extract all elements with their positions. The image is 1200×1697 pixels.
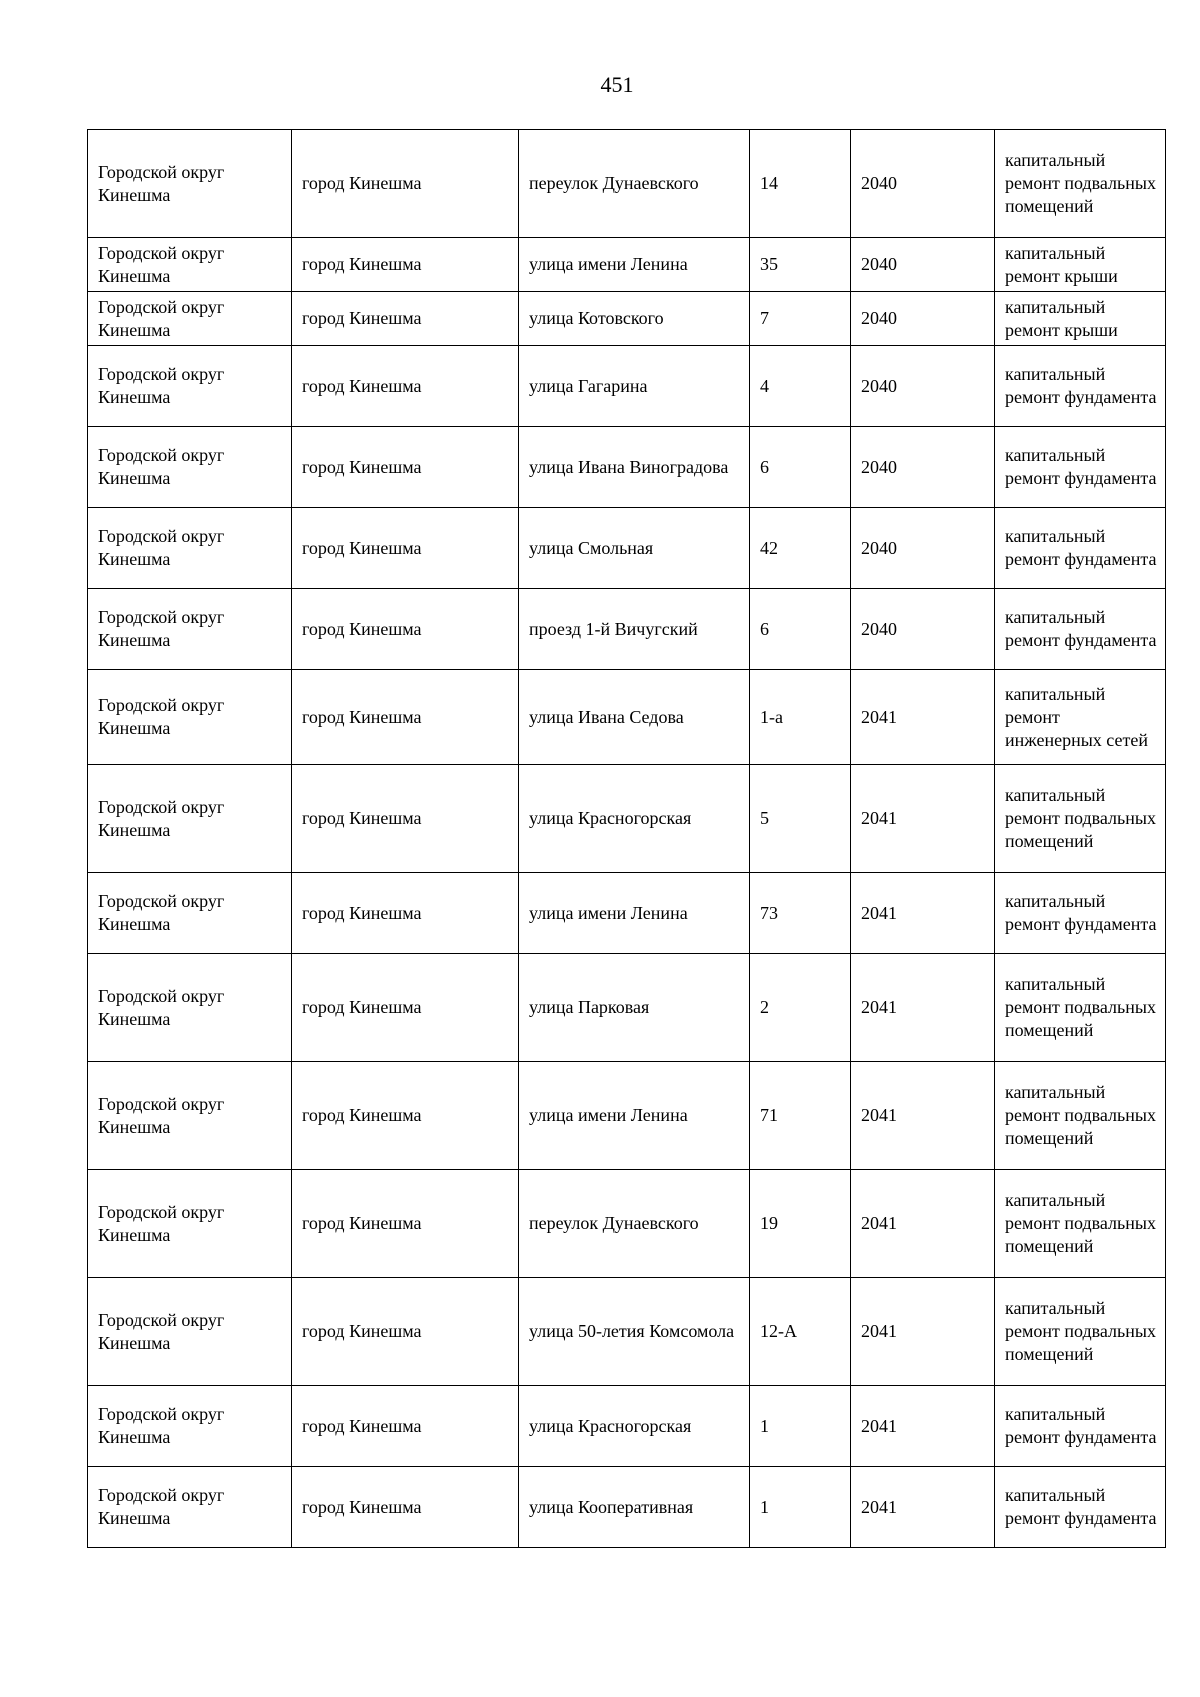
district-cell: Городской округ Кинешма [88, 427, 292, 508]
year-cell: 2040 [851, 589, 995, 670]
street-cell: улица Кооперативная [519, 1467, 750, 1548]
table-row [88, 589, 1166, 670]
table-row [88, 508, 1166, 589]
locality-cell: город Кинешма [292, 589, 519, 670]
house-number-cell: 71 [750, 1062, 851, 1170]
year-cell: 2041 [851, 1467, 995, 1548]
district-cell: Городской округ Кинешма [88, 765, 292, 873]
table-body [88, 130, 1166, 1548]
district-cell: Городской округ Кинешма [88, 670, 292, 765]
locality-cell: город Кинешма [292, 1467, 519, 1548]
street-cell: улица имени Ленина [519, 238, 750, 292]
street-cell: переулок Дунаевского [519, 1170, 750, 1278]
locality-cell: город Кинешма [292, 130, 519, 238]
street-cell: улица Парковая [519, 954, 750, 1062]
work-type-cell: капитальный ремонт фундамента [995, 346, 1166, 427]
work-type-cell: капитальный ремонт подвальных помещений [995, 954, 1166, 1062]
table-row [88, 765, 1166, 873]
work-type-cell: капитальный ремонт фундамента [995, 589, 1166, 670]
house-number-cell: 6 [750, 427, 851, 508]
house-number-cell: 1-а [750, 670, 851, 765]
table-row [88, 954, 1166, 1062]
table-row [88, 1170, 1166, 1278]
year-cell: 2041 [851, 1386, 995, 1467]
work-type-cell: капитальный ремонт фундамента [995, 508, 1166, 589]
page-number: 451 [600, 72, 634, 97]
district-cell: Городской округ Кинешма [88, 130, 292, 238]
house-number-cell: 2 [750, 954, 851, 1062]
house-number-cell: 12-А [750, 1278, 851, 1386]
locality-cell: город Кинешма [292, 1062, 519, 1170]
house-number-cell: 42 [750, 508, 851, 589]
year-cell: 2041 [851, 1170, 995, 1278]
locality-cell: город Кинешма [292, 765, 519, 873]
work-type-cell: капитальный ремонт фундамента [995, 1386, 1166, 1467]
work-type-cell: капитальный ремонт фундамента [995, 873, 1166, 954]
house-number-cell: 5 [750, 765, 851, 873]
locality-cell: город Кинешма [292, 508, 519, 589]
house-number-cell: 7 [750, 292, 851, 346]
year-cell: 2040 [851, 238, 995, 292]
district-cell: Городской округ Кинешма [88, 873, 292, 954]
locality-cell: город Кинешма [292, 292, 519, 346]
house-number-cell: 4 [750, 346, 851, 427]
repair-schedule-table [87, 129, 1166, 1548]
table-row [88, 346, 1166, 427]
work-type-cell: капитальный ремонт крыши [995, 238, 1166, 292]
street-cell: улица Смольная [519, 508, 750, 589]
table-row [88, 670, 1166, 765]
year-cell: 2040 [851, 346, 995, 427]
house-number-cell: 19 [750, 1170, 851, 1278]
work-type-cell: капитальный ремонт подвальных помещений [995, 1278, 1166, 1386]
street-cell: улица Ивана Седова [519, 670, 750, 765]
house-number-cell: 14 [750, 130, 851, 238]
district-cell: Городской округ Кинешма [88, 589, 292, 670]
district-cell: Городской округ Кинешма [88, 238, 292, 292]
table-row [88, 1062, 1166, 1170]
year-cell: 2040 [851, 508, 995, 589]
locality-cell: город Кинешма [292, 346, 519, 427]
work-type-cell: капитальный ремонт крыши [995, 292, 1166, 346]
year-cell: 2040 [851, 427, 995, 508]
year-cell: 2041 [851, 765, 995, 873]
street-cell: переулок Дунаевского [519, 130, 750, 238]
district-cell: Городской округ Кинешма [88, 954, 292, 1062]
district-cell: Городской округ Кинешма [88, 292, 292, 346]
year-cell: 2041 [851, 1062, 995, 1170]
year-cell: 2041 [851, 670, 995, 765]
house-number-cell: 1 [750, 1386, 851, 1467]
year-cell: 2040 [851, 292, 995, 346]
year-cell: 2040 [851, 130, 995, 238]
locality-cell: город Кинешма [292, 1278, 519, 1386]
table-row [88, 427, 1166, 508]
year-cell: 2041 [851, 873, 995, 954]
street-cell: проезд 1-й Вичугский [519, 589, 750, 670]
work-type-cell: капитальный ремонт фундамента [995, 427, 1166, 508]
street-cell: улица Ивана Виноградова [519, 427, 750, 508]
house-number-cell: 1 [750, 1467, 851, 1548]
locality-cell: город Кинешма [292, 427, 519, 508]
table-row [88, 1278, 1166, 1386]
work-type-cell: капитальный ремонт подвальных помещений [995, 765, 1166, 873]
street-cell: улица Гагарина [519, 346, 750, 427]
street-cell: улица имени Ленина [519, 1062, 750, 1170]
district-cell: Городской округ Кинешма [88, 1170, 292, 1278]
district-cell: Городской округ Кинешма [88, 346, 292, 427]
work-type-cell: капитальный ремонт фундамента [995, 1467, 1166, 1548]
locality-cell: город Кинешма [292, 954, 519, 1062]
table-row [88, 292, 1166, 346]
locality-cell: город Кинешма [292, 873, 519, 954]
locality-cell: город Кинешма [292, 238, 519, 292]
year-cell: 2041 [851, 954, 995, 1062]
street-cell: улица Красногорская [519, 1386, 750, 1467]
house-number-cell: 73 [750, 873, 851, 954]
district-cell: Городской округ Кинешма [88, 508, 292, 589]
street-cell: улица Котовского [519, 292, 750, 346]
street-cell: улица Красногорская [519, 765, 750, 873]
street-cell: улица 50-летия Комсомола [519, 1278, 750, 1386]
street-cell: улица имени Ленина [519, 873, 750, 954]
locality-cell: город Кинешма [292, 1170, 519, 1278]
locality-cell: город Кинешма [292, 670, 519, 765]
work-type-cell: капитальный ремонт подвальных помещений [995, 1170, 1166, 1278]
work-type-cell: капитальный ремонт подвальных помещений [995, 130, 1166, 238]
district-cell: Городской округ Кинешма [88, 1278, 292, 1386]
district-cell: Городской округ Кинешма [88, 1062, 292, 1170]
work-type-cell: капитальный ремонт инженерных сетей [995, 670, 1166, 765]
house-number-cell: 35 [750, 238, 851, 292]
locality-cell: город Кинешма [292, 1386, 519, 1467]
district-cell: Городской округ Кинешма [88, 1386, 292, 1467]
year-cell: 2041 [851, 1278, 995, 1386]
table-row [88, 238, 1166, 292]
table-row [88, 1467, 1166, 1548]
table-row [88, 130, 1166, 238]
table-row [88, 1386, 1166, 1467]
house-number-cell: 6 [750, 589, 851, 670]
work-type-cell: капитальный ремонт подвальных помещений [995, 1062, 1166, 1170]
table-row [88, 873, 1166, 954]
district-cell: Городской округ Кинешма [88, 1467, 292, 1548]
